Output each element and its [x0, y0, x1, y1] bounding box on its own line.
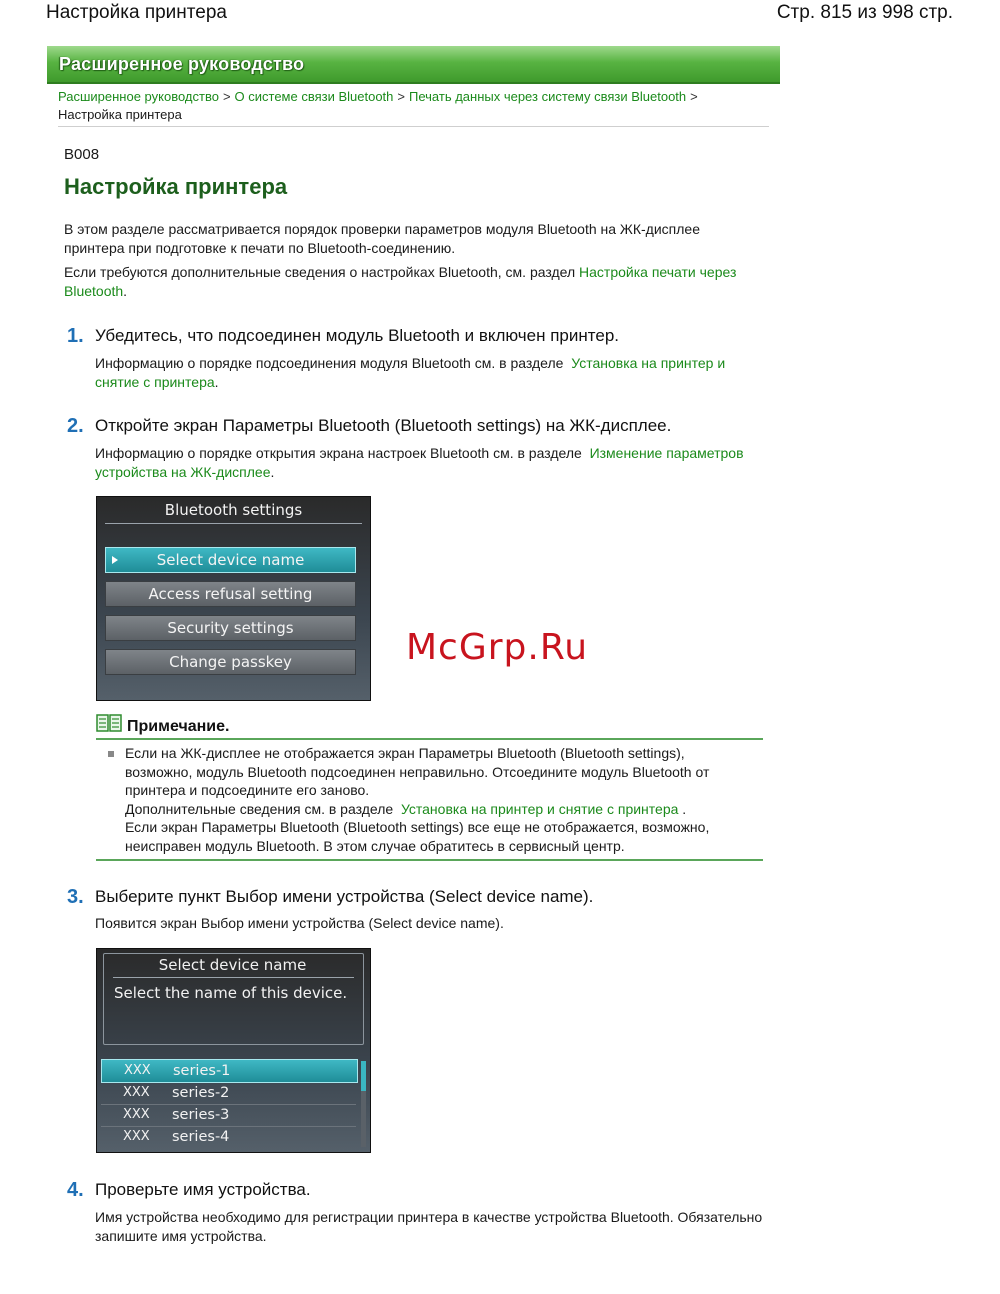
doc-more-period: . [123, 283, 128, 299]
lcd-device-name: series-2 [172, 1085, 230, 1101]
note-more-info [125, 800, 755, 819]
page-counter: Стр. 815 из 998 стр. [776, 2, 953, 23]
lcd-scrollbar-thumb [361, 1061, 366, 1091]
step-1-number: 1. [67, 325, 84, 347]
step-1-suffix: . [214, 374, 219, 390]
lcd-settings-title: Bluetooth settings [164, 501, 303, 519]
lcd-device-prefix: XXX [124, 1063, 151, 1078]
lcd-cursor-arrow-icon [112, 556, 118, 564]
lcd-device-row [101, 1059, 358, 1083]
lcd-device-prefix: XXX [123, 1107, 150, 1122]
banner-label: Расширенное руководство [59, 54, 305, 74]
breadcrumb-current: Настройка принтера [58, 107, 182, 122]
link-bluetooth-print-setup[interactable]: Настройка печати через Bluetooth [64, 264, 737, 299]
lcd-device-row [101, 1082, 356, 1105]
link-change-lcd-settings[interactable]: Изменение параметров устройства на ЖК-дисплее [95, 445, 744, 480]
lcd-device-prefix: XXX [123, 1129, 150, 1144]
note-more-prefix: Дополнительные сведения см. в разделе [125, 800, 394, 817]
step-2-text [95, 444, 765, 482]
lcd-button-label: Change passkey [169, 653, 292, 671]
step-1-title: Убедитесь, что подсоединен модуль Bluetooth и включен принтер. [95, 326, 619, 345]
note-link-install-remove[interactable]: Установка на принтер и снятие с принтера [400, 800, 679, 817]
step-2-title: Откройте экран Параметры Bluetooth (Bluetooth settings) на ЖК-дисплее. [95, 416, 672, 435]
lcd-device-title: Select device name [158, 956, 307, 974]
lcd-button-label: Access refusal setting [148, 585, 313, 603]
breadcrumb-link-printing[interactable]: Печать данных через систему связи Bluetooth [409, 89, 687, 104]
lcd-button-label: Security settings [167, 619, 294, 637]
lcd-device-prefix: XXX [123, 1085, 150, 1100]
lcd-device-name: series-4 [172, 1129, 230, 1145]
doc-code: B008 [64, 146, 100, 163]
doc-intro: В этом разделе рассматривается порядок проверки параметров модуля Bluetooth на ЖК-дисплее принтера при подготовке к печати по Bluetooth-соединению. [64, 221, 700, 256]
note-bottom-divider [96, 859, 763, 861]
note-period: . [682, 800, 687, 817]
lcd-device-message: Select the name of this device. [114, 984, 348, 1002]
step-3-text: Появится экран Выбор имени устройства (Select device name). [95, 915, 504, 931]
note-book-icon [96, 714, 122, 732]
step-3-title: Выберите пункт Выбор имени устройства (Select device name). [95, 887, 594, 906]
step-4-number: 4. [67, 1179, 84, 1201]
lcd-change-passkey-button [105, 649, 356, 675]
step-3-number: 3. [67, 886, 84, 908]
note-line-2: Если экран Параметры Bluetooth (Bluetooth settings) все еще не отображается, возможно, неисправен модуль Bluetooth. В этом случае обратитесь в сервисный центр. [125, 819, 710, 854]
watermark: McGrp.Ru [406, 627, 589, 668]
manual-banner [47, 46, 780, 84]
page-header-title: Настройка принтера [46, 2, 227, 23]
note-top-divider [96, 738, 763, 740]
lcd-scrollbar [361, 1061, 366, 1147]
breadcrumb-separator: > [397, 89, 405, 104]
lcd-select-device-name-button [105, 547, 356, 573]
lcd-bluetooth-settings-screen [96, 496, 371, 701]
note-bullet-icon [108, 751, 114, 757]
doc-more-info [64, 263, 754, 301]
doc-more-prefix: Если требуются дополнительные сведения о настройках Bluetooth, см. раздел [64, 264, 576, 280]
lcd-device-name: series-1 [173, 1063, 231, 1079]
breadcrumb-link-bluetooth[interactable]: О системе связи Bluetooth [234, 89, 394, 104]
lcd-access-refusal-button [105, 581, 356, 607]
link-install-remove[interactable]: Установка на принтер и снятие с принтера [95, 355, 726, 390]
lcd-device-divider [113, 977, 354, 978]
note-line-1: Если на ЖК-дисплее не отображается экран Параметры Bluetooth (Bluetooth settings), возможно, модуль Bluetooth подсоединен неправильно. Отсоедините модуль Bluetooth от принтера и подсоедините его заново. [125, 745, 710, 798]
lcd-select-device-name-screen [96, 948, 371, 1153]
step-4-text: Имя устройства необходимо для регистрации принтера в качестве устройства Bluetooth. Обязательно запишите имя устройства. [95, 1209, 763, 1244]
step-2-number: 2. [67, 415, 84, 437]
step-1-text-prefix: Информацию о порядке подсоединения модуля Bluetooth см. в разделе [95, 355, 564, 371]
step-1-text [95, 354, 765, 392]
note-title: Примечание. [127, 718, 230, 735]
lcd-button-label: Select device name [156, 551, 305, 569]
doc-title: Настройка принтера [64, 174, 288, 199]
page-header [0, 0, 1000, 28]
breadcrumb-link-manual[interactable]: Расширенное руководство [58, 89, 219, 104]
breadcrumb-separator: > [690, 89, 698, 104]
note-body [125, 744, 755, 855]
lcd-device-row [101, 1126, 356, 1148]
breadcrumb-separator: > [222, 89, 231, 104]
step-2-text-prefix: Информацию о порядке открытия экрана настроек Bluetooth см. в разделе [95, 445, 582, 461]
lcd-device-row [101, 1104, 356, 1127]
lcd-settings-divider [105, 523, 362, 524]
breadcrumb-divider [58, 126, 769, 127]
breadcrumb [58, 88, 770, 124]
step-2-suffix: . [270, 464, 275, 480]
step-4-title: Проверьте имя устройства. [95, 1180, 311, 1199]
lcd-device-name: series-3 [172, 1107, 230, 1123]
lcd-security-settings-button [105, 615, 356, 641]
